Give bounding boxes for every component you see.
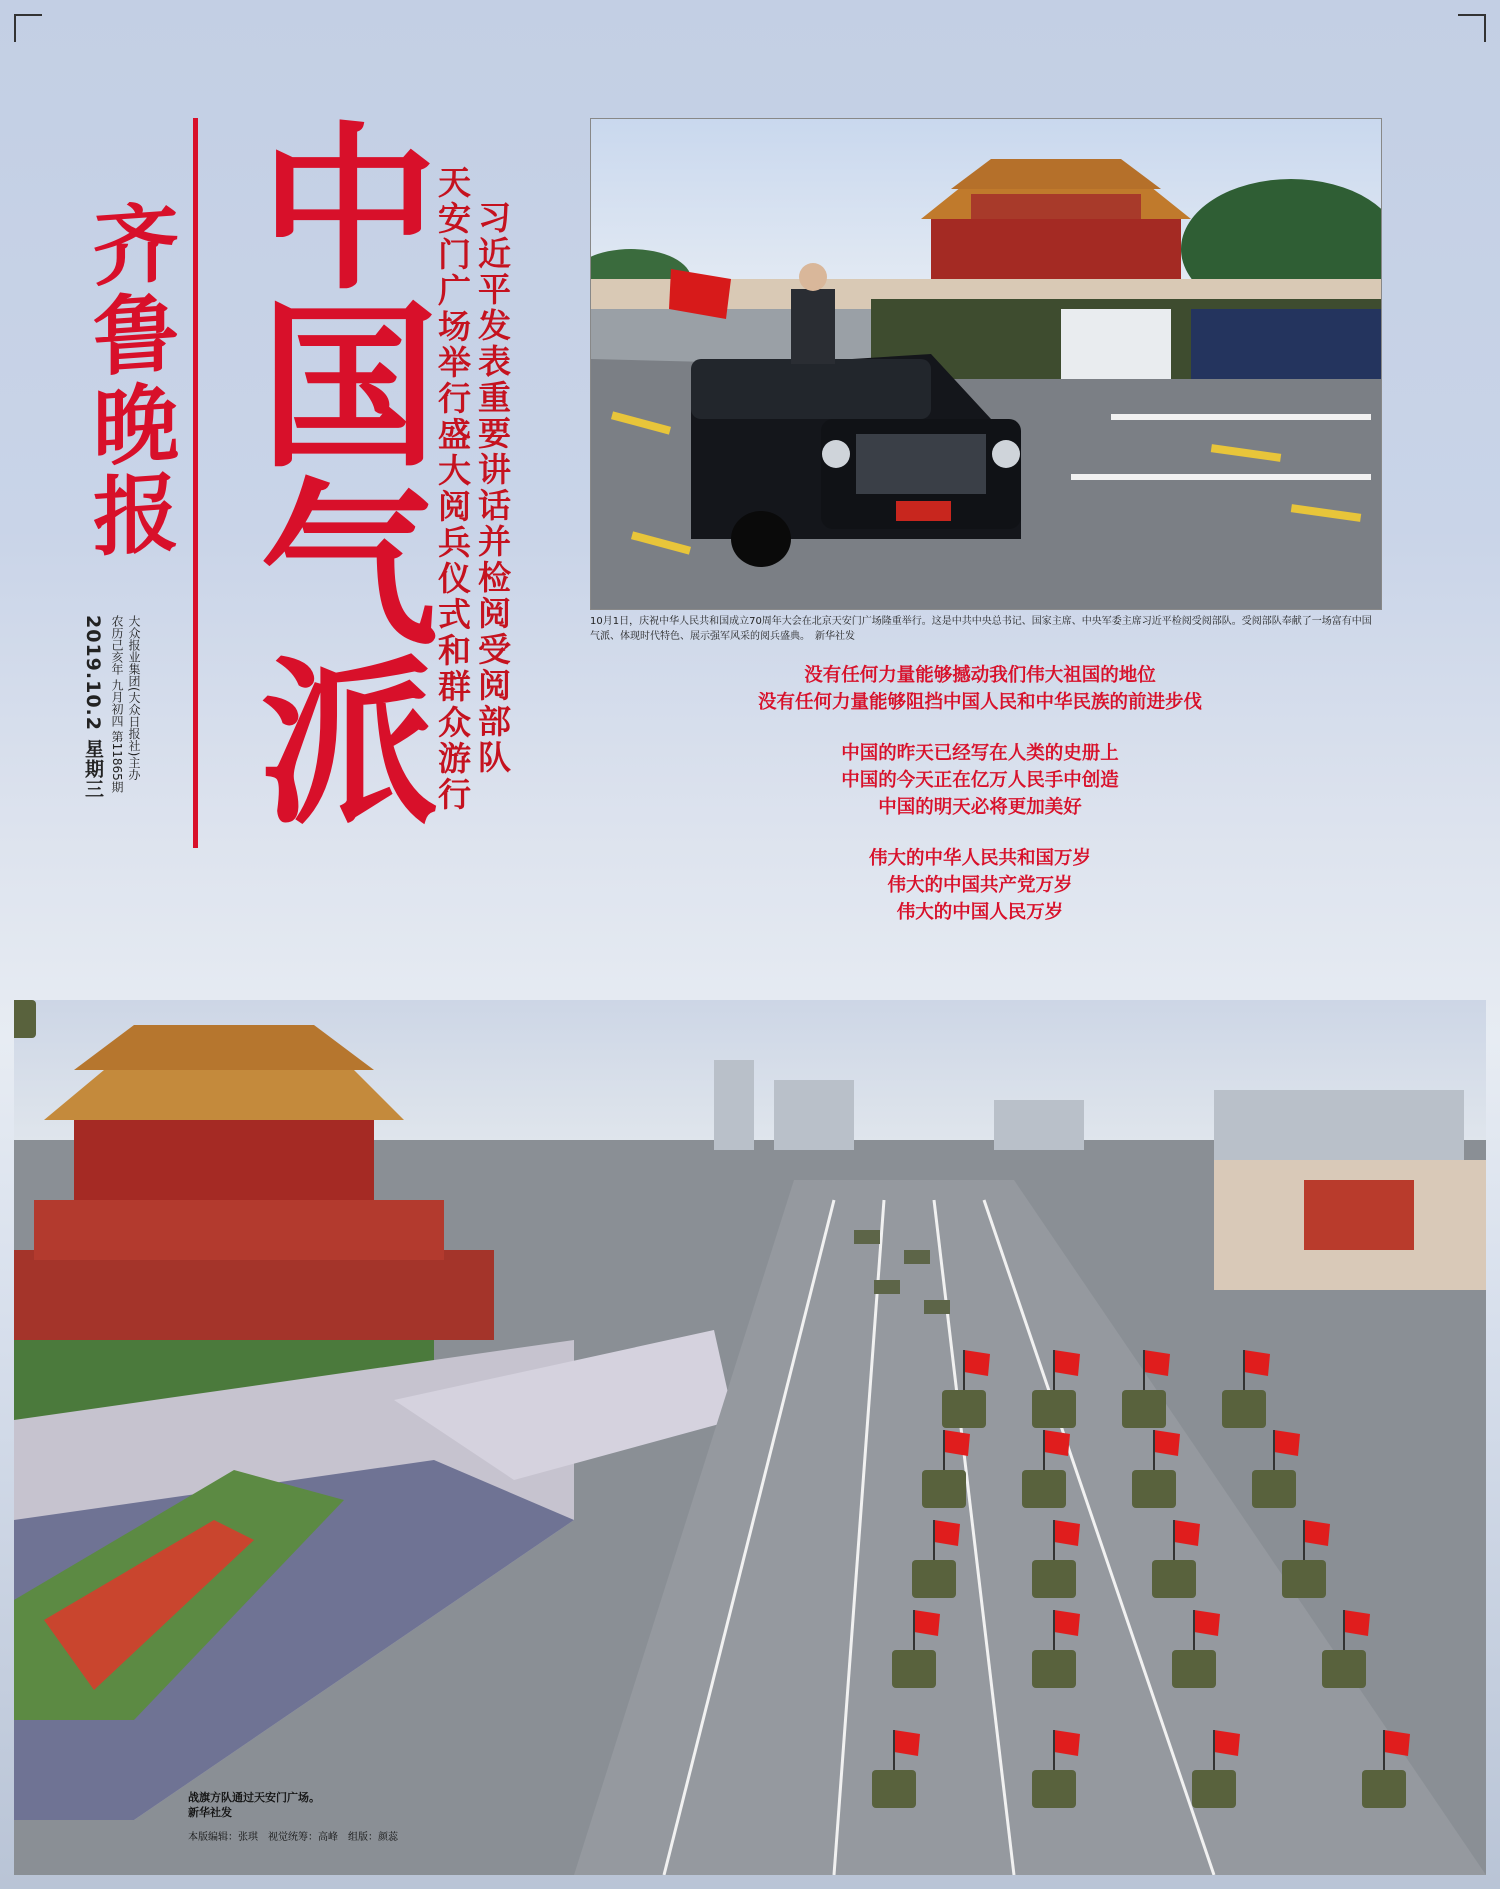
top-photo-caption: 10月1日，庆祝中华人民共和国成立70周年大会在北京天安门广场隆重举行。这是中共中央总书记、国家主席、中央军委主席习近平检阅受阅部队。受阅部队奉献了一场富有中国气派、体现时代特色、展示强军风采的阅兵盛典。 新华社发 xyxy=(590,616,1372,642)
publisher-text: 大众报业集团(大众日报社)主办 xyxy=(127,615,141,781)
slogan-line: 中国的今天正在亿万人民手中创造 xyxy=(841,770,1119,791)
bottom-photo xyxy=(14,1000,1486,1875)
headline-subtitle-2: 天安门广场举行盛大阅兵仪式和群众游行 xyxy=(433,165,472,813)
top-photo xyxy=(590,118,1382,610)
crop-mark xyxy=(1458,14,1486,42)
crop-mark xyxy=(14,14,42,42)
bottom-photo-caption: 战旗方队通过天安门广场。 新华社发 xyxy=(188,1791,320,1819)
slogan-line: 伟大的中国共产党万岁 xyxy=(887,875,1073,896)
lunar-date-text: 农历己亥年 九月初四 第11865期 xyxy=(110,615,124,793)
slogan-line: 伟大的中国人民万岁 xyxy=(896,902,1064,923)
slogan-line: 没有任何力量能够阻挡中国人民和中华民族的前进步伐 xyxy=(757,692,1202,713)
headline-title: 中国气派 xyxy=(230,115,437,827)
slogan-block xyxy=(600,662,1360,926)
masthead-logo: 齐鲁晚报 xyxy=(78,196,179,564)
publication-info xyxy=(80,615,141,815)
slogan-line: 中国的昨天已经写在人类的史册上 xyxy=(841,743,1119,764)
editor-credits: 本版编辑：张琪 视觉统筹：高峰 组版：颜蕊 xyxy=(188,1832,398,1843)
divider-line xyxy=(193,118,198,848)
issue-date: 2019.10.2 星期三 xyxy=(82,615,104,799)
slogan-line: 中国的明天必将更加美好 xyxy=(878,797,1082,818)
headline-subtitle-1: 习近平发表重要讲话并检阅受阅部队 xyxy=(473,200,512,776)
slogan-line: 伟大的中华人民共和国万岁 xyxy=(868,848,1091,869)
slogan-line: 没有任何力量能够撼动我们伟大祖国的地位 xyxy=(804,665,1156,686)
